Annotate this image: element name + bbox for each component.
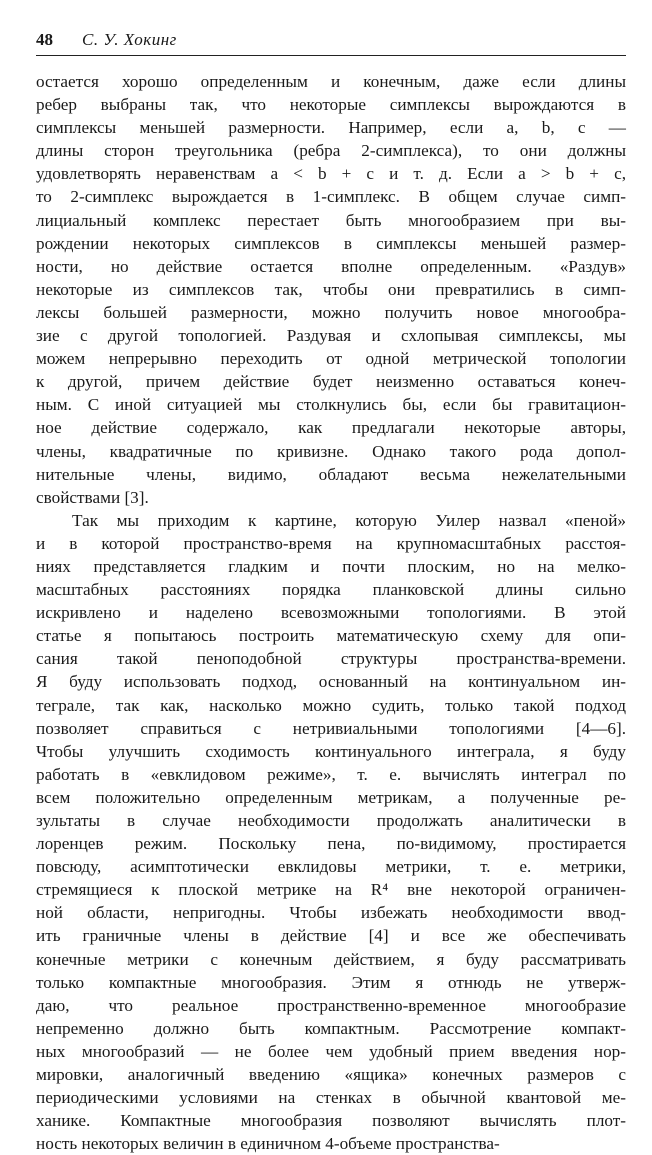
text-line: периодическими условиями на стенках в обычной квантовой ме- (36, 1088, 626, 1108)
text-line: члены, квадратичные по кривизне. Однако такого рода допол- (36, 441, 626, 461)
text-line: нительные члены, видимо, обладают весьма нежелательными (36, 464, 626, 484)
text-line: конечные метрики с конечным действием, я буду рассматривать (36, 949, 626, 969)
text-line: ить граничные члены в действие [4] и все же обеспечивать (36, 926, 626, 946)
text-line: лоренцев режим. Поскольку пена, по-видимому, простирается (36, 834, 626, 854)
text-line: лексы большей размерности, можно получить новое многообра- (36, 302, 626, 322)
text-line: ности, но действие остается вполне определенным. «Раздув» (36, 256, 626, 276)
text-line: даю, что реальное пространственно-временное многообразие (36, 995, 626, 1015)
text-line: Я буду использовать подход, основанный на континуальном ин- (36, 672, 626, 692)
text-line: только компактные многообразия. Этим я отнюдь не утверж- (36, 972, 626, 992)
text-line: искривлено и наделено всевозможными топологиями. В этой (36, 603, 626, 623)
text-line: повсюду, асимптотически евклидовы метрики, т. е. метрики, (36, 857, 626, 877)
text-line: теграле, так как, насколько можно судить, только такой подход (36, 695, 626, 715)
text-line: работать в «евклидовом режиме», т. е. вычислять интеграл по (36, 764, 626, 784)
text-line: удовлетворять неравенствам a < b + c и т. д. Если a > b + c, (36, 164, 626, 184)
text-line: лициальный комплекс перестает быть многообразием при вы- (36, 210, 626, 230)
text-line: зультаты в случае необходимости продолжать аналитически в (36, 811, 626, 830)
text-line: рождении некоторых симплексов в симплексы меньшей размер- (36, 233, 626, 253)
page-header (36, 28, 626, 56)
text-line: позволяет справиться с нетривиальными топологиями [4—6]. (36, 718, 626, 738)
text-line: ной области, непригодны. Чтобы избежать необходимости ввод- (36, 903, 626, 923)
text-line: остается хорошо определенным и конечным, даже если длины (36, 72, 626, 91)
running-head: С. У. Хокинг (82, 30, 177, 49)
text-line: можем непрерывно переходить от одной метрической топологии (36, 349, 626, 369)
text-line: статье я попытаюсь построить математическую схему для опи- (36, 626, 626, 646)
text-line: масштабных расстояниях порядка планковской длины сильно (36, 580, 626, 600)
page-number: 48 (36, 30, 53, 49)
paragraph (36, 70, 626, 509)
text-line: ное действие содержало, как предлагали некоторые авторы, (36, 418, 626, 438)
text-line: непременно должно быть компактным. Рассмотрение компакт- (36, 1018, 626, 1038)
text-line: сания такой пеноподобной структуры пространства-времени. (36, 649, 626, 669)
text-line: всем положительно определенным метрикам, а полученные ре- (36, 787, 626, 807)
text-line: некоторые из симплексов так, чтобы они превратились в симп- (36, 279, 626, 299)
text-line: ниях представляется гладким и почти плоским, но на мелко- (36, 556, 626, 576)
text-line: ханике. Компактные многообразия позволяют вычислять плот- (36, 1111, 626, 1131)
text-line: ребер выбраны так, что некоторые симплексы вырождаются в (36, 95, 626, 115)
text-line: ность некоторых величин в единичном 4-объеме пространства- (36, 1134, 500, 1154)
text-line: зие с другой топологией. Раздувая и схлопывая симплексы, мы (36, 326, 626, 346)
text-line: мировки, аналогичный введению «ящика» конечных размеров с (36, 1065, 626, 1085)
text-line: Так мы приходим к картине, которую Уилер назвал «пеной» (72, 510, 626, 530)
header-rule (36, 55, 626, 56)
text-line: ных многообразий — не более чем удобный прием введения нор- (36, 1041, 626, 1061)
text-line: длины сторон треугольника (ребра 2-симплекса), то они должны (36, 141, 626, 161)
text-line: свойствами [3]. (36, 487, 149, 507)
text-line: то 2-симплекс вырождается в 1-симплекс. В общем случае симп- (36, 187, 626, 207)
body-text (36, 70, 626, 1155)
text-line: стремящиеся к плоской метрике на R⁴ вне некоторой ограничен- (36, 880, 626, 900)
text-line: к другой, причем действие будет неизменно оставаться конеч- (36, 372, 626, 392)
paragraph (36, 509, 626, 1155)
text-line: ным. С иной ситуацией мы столкнулись бы, если бы гравитацион- (36, 395, 626, 415)
text-line: Чтобы улучшить сходимость континуального интеграла, я буду (36, 741, 626, 761)
text-line: и в которой пространство-время на крупномасштабных расстоя- (36, 533, 626, 553)
text-line: симплексы меньшей размерности. Например, если a, b, c — (36, 118, 626, 138)
